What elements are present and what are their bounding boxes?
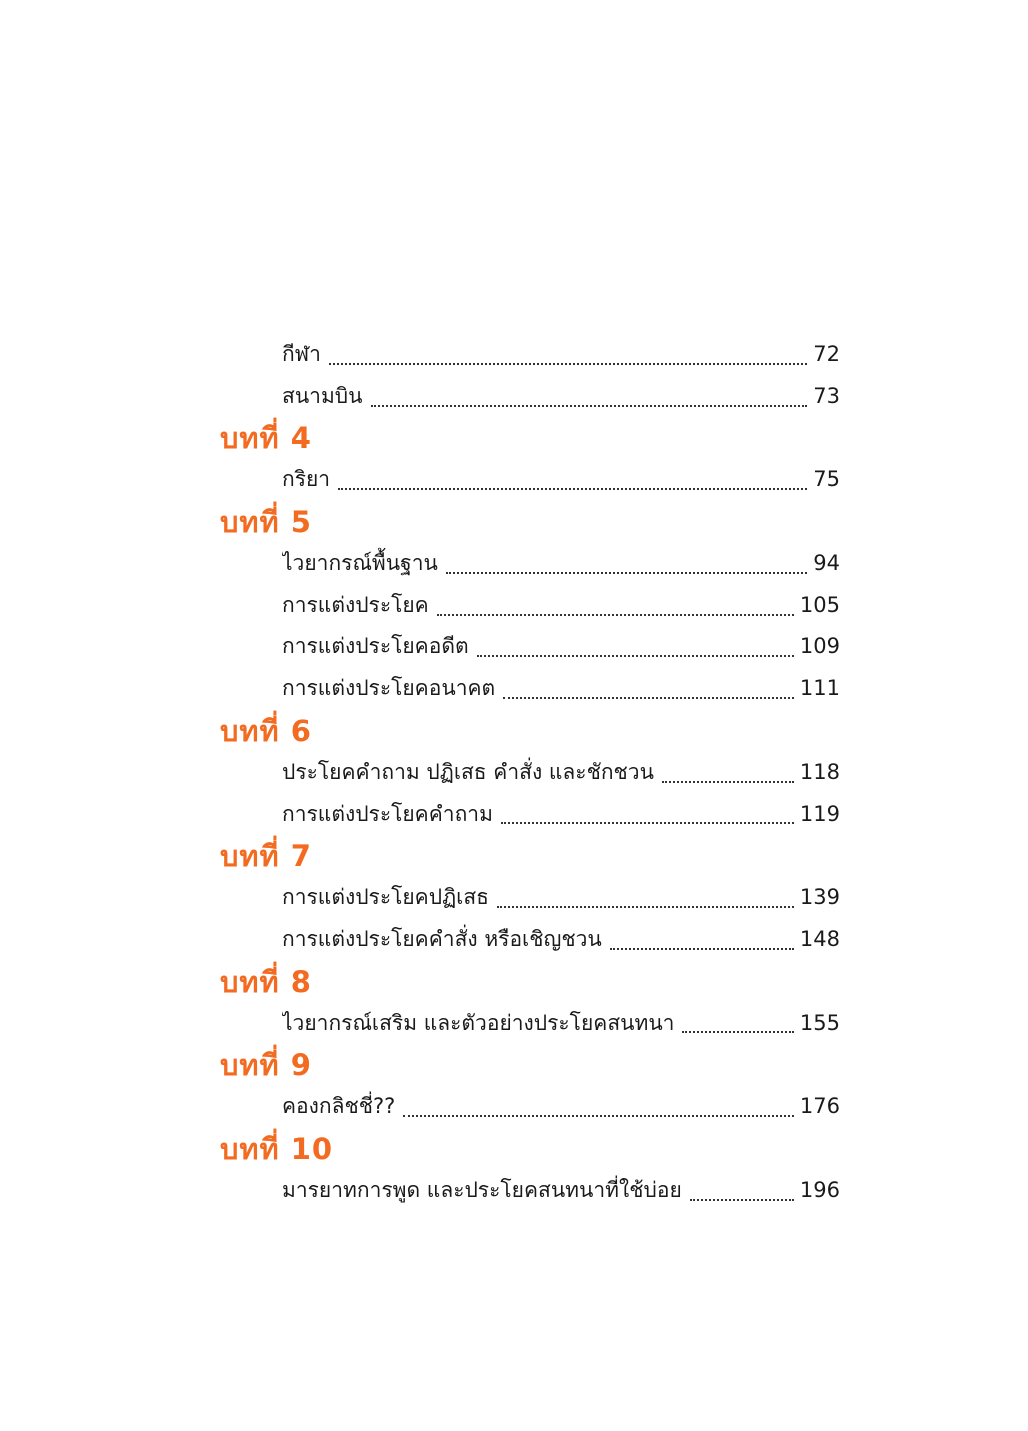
dot-leader	[662, 781, 794, 783]
toc-entry	[282, 585, 840, 627]
toc-entry-title: การแต่งประโยคคำสั่ง หรือเชิญชวน	[282, 926, 602, 951]
toc-entry	[282, 376, 840, 418]
chapter-heading: บทที่ 7	[220, 839, 312, 874]
toc-entry	[282, 668, 840, 710]
toc-entry-page-number: 196	[799, 1177, 840, 1202]
toc-entry	[282, 752, 840, 794]
chapter-heading: บทที่ 10	[220, 1131, 334, 1166]
toc-entry-title: สนามบิน	[282, 383, 363, 408]
dot-leader	[403, 1115, 794, 1117]
toc-entry-page-number: 176	[799, 1094, 840, 1119]
dot-leader	[501, 822, 794, 824]
toc-entry	[282, 459, 840, 501]
toc-entry-title: ไวยากรณ์เสริม และตัวอย่างประโยคสนทนา	[282, 1010, 675, 1035]
chapter-heading: บทที่ 6	[220, 713, 312, 748]
toc-entry	[282, 919, 840, 961]
toc-entry-title: การแต่งประโยคปฏิเสธ	[282, 885, 489, 910]
chapter-heading: บทที่ 9	[220, 1048, 312, 1083]
toc-entry-title: มารยาทการพูด และประโยคสนทนาที่ใช้บ่อย	[282, 1177, 682, 1202]
dot-leader	[497, 906, 794, 908]
dot-leader	[437, 614, 794, 616]
chapter-heading: บทที่ 8	[220, 964, 312, 999]
toc-entry-title: ประโยคคำถาม ปฏิเสธ คำสั่ง และชักชวน	[282, 759, 654, 784]
toc-entry-page-number: 155	[799, 1010, 840, 1035]
toc-entry-page-number: 118	[799, 759, 840, 784]
dot-leader	[446, 572, 807, 574]
toc-entry-page-number: 111	[799, 676, 840, 701]
toc-entry-title: กริยา	[282, 467, 331, 492]
toc-entry	[282, 794, 840, 836]
toc-entry-page-number: 94	[813, 551, 840, 576]
toc-entry	[282, 543, 840, 585]
toc-entry-page-number: 119	[799, 801, 840, 826]
toc-entry-page-number: 75	[813, 467, 840, 492]
toc-entry-page-number: 139	[799, 885, 840, 910]
toc-entry-title: การแต่งประโยคคำถาม	[282, 801, 493, 826]
toc-entry-page-number: 73	[813, 383, 840, 408]
dot-leader	[371, 405, 808, 407]
toc-entry	[282, 334, 840, 376]
chapter-heading: บทที่ 5	[220, 505, 312, 540]
toc-entry-title: ไวยากรณ์พื้นฐาน	[282, 551, 438, 576]
dot-leader	[503, 697, 794, 699]
toc-entry-title: กีฬา	[282, 342, 321, 366]
toc-entry	[282, 1003, 840, 1045]
toc-entry	[282, 1086, 840, 1128]
toc-entry-title: การแต่งประโยค	[282, 592, 429, 617]
dot-leader	[338, 488, 807, 490]
chapter-heading: บทที่ 4	[220, 421, 312, 456]
toc-entry-title: การแต่งประโยคอนาคต	[282, 676, 496, 701]
table-of-contents	[0, 334, 1028, 1212]
toc-entry-page-number: 105	[799, 592, 840, 617]
toc-entry-page-number: 109	[799, 634, 840, 659]
toc-entry-title: คองกลิชชี่??	[282, 1094, 396, 1119]
toc-entry	[282, 626, 840, 668]
dot-leader	[329, 363, 807, 365]
dot-leader	[682, 1031, 793, 1033]
toc-entry-page-number: 148	[799, 926, 840, 951]
dot-leader	[477, 655, 794, 657]
toc-entry-title: การแต่งประโยคอดีต	[282, 634, 469, 659]
dot-leader	[610, 948, 794, 950]
toc-entry-page-number: 72	[813, 342, 840, 366]
toc-entry	[282, 877, 840, 919]
dot-leader	[690, 1199, 794, 1201]
toc-entry	[282, 1170, 840, 1212]
